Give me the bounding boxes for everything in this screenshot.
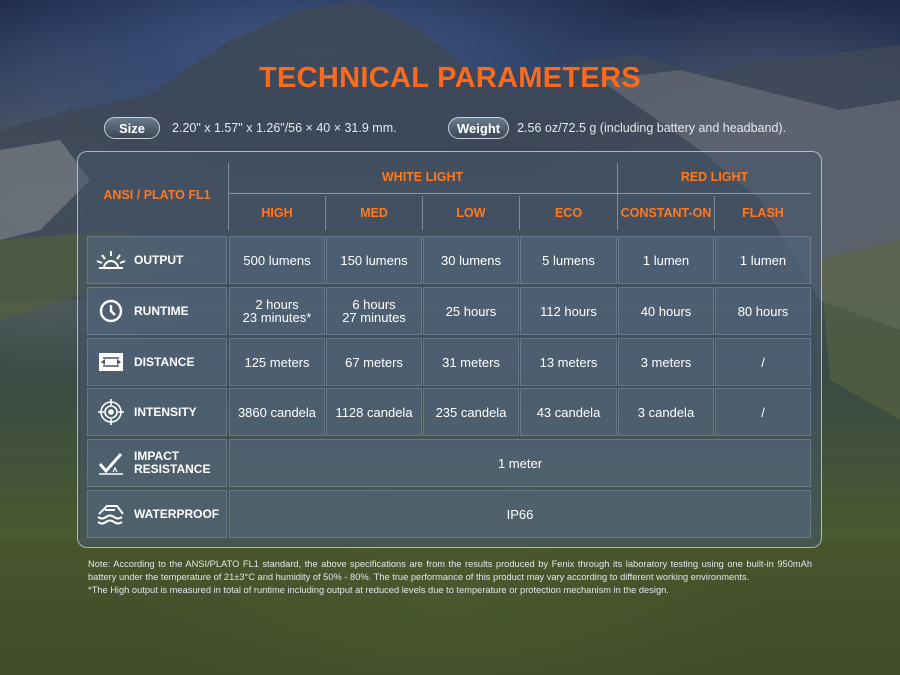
weight-badge: Weight xyxy=(448,117,509,139)
cell-distance-low: 31 meters xyxy=(423,338,519,386)
cell-distance-med: 67 meters xyxy=(326,338,422,386)
clock-icon xyxy=(96,296,126,326)
cell-output-med: 150 lumens xyxy=(326,236,422,284)
cell-impact-resistance: 1 meter xyxy=(229,439,811,487)
cell-runtime-eco: 112 hours xyxy=(520,287,617,335)
footnote xyxy=(88,558,812,598)
weight-spec xyxy=(448,117,786,139)
row-label-output: OUTPUT xyxy=(87,236,227,284)
row-label-runtime: RUNTIME xyxy=(87,287,227,335)
table-corner-label: ANSI / PLATO FL1 xyxy=(103,188,211,202)
cell-output-eco: 5 lumens xyxy=(520,236,617,284)
target-icon xyxy=(96,397,126,427)
mode-med: MED xyxy=(360,206,388,220)
cell-distance-eco: 13 meters xyxy=(520,338,617,386)
size-badge: Size xyxy=(104,117,160,139)
cell-runtime-constant-on: 40 hours xyxy=(618,287,714,335)
sunburst-icon xyxy=(96,245,126,275)
distance-icon xyxy=(96,347,126,377)
cell-runtime-flash: 80 hours xyxy=(715,287,811,335)
cell-intensity-constant-on: 3 candela xyxy=(618,388,714,436)
water-icon xyxy=(96,499,126,529)
row-label-distance: DISTANCE xyxy=(87,338,227,386)
cell-output-low: 30 lumens xyxy=(423,236,519,284)
cell-waterproof: IP66 xyxy=(229,490,811,538)
mode-eco: ECO xyxy=(554,206,583,220)
cell-runtime-high: 2 hours 23 minutes* xyxy=(229,287,325,335)
cell-intensity-med: 1128 candela xyxy=(326,388,422,436)
mode-constant-on: CONSTANT-ON xyxy=(620,206,712,220)
weight-value: 2.56 oz/72.5 g (including battery and headband). xyxy=(517,121,787,135)
cell-intensity-flash: / xyxy=(715,388,811,436)
row-label-impact: IMPACT RESISTANCE xyxy=(87,439,227,487)
mode-low: LOW xyxy=(456,206,486,220)
cell-intensity-low: 235 candela xyxy=(423,388,519,436)
row-label-waterproof: WATERPROOF xyxy=(87,490,227,538)
cell-intensity-eco: 43 candela xyxy=(520,388,617,436)
size-spec xyxy=(104,117,397,139)
cell-distance-flash: / xyxy=(715,338,811,386)
cell-runtime-low: 25 hours xyxy=(423,287,519,335)
cell-intensity-high: 3860 candela xyxy=(229,388,325,436)
cell-distance-high: 125 meters xyxy=(229,338,325,386)
note-asterisk: *The High output is measured in total of runtime including output at reduced levels due to temperature or protection mechanism in the design. xyxy=(88,585,669,595)
size-value: 2.20" x 1.57" x 1.26"/56 × 40 × 31.9 mm. xyxy=(172,121,397,135)
impact-check-icon xyxy=(96,448,126,478)
row-label-intensity: INTENSITY xyxy=(87,388,227,436)
white-light-header: WHITE LIGHT xyxy=(381,170,464,184)
note-text: Note: According to the ANSI/PLATO FL1 standard, the above specifications are from the results produced by Fenix through its laboratory testing using one built-in 950mAh battery under the temperature of 21±3°C and humidity of 50% - 80%. The true performance of this product may vary according to different working environments. xyxy=(88,559,812,582)
cell-runtime-med: 6 hours 27 minutes xyxy=(326,287,422,335)
cell-output-flash: 1 lumen xyxy=(715,236,811,284)
cell-output-high: 500 lumens xyxy=(229,236,325,284)
red-light-header: RED LIGHT xyxy=(680,170,749,184)
page-title: TECHNICAL PARAMETERS xyxy=(259,62,641,94)
mode-flash: FLASH xyxy=(742,206,784,220)
mode-high: HIGH xyxy=(261,206,293,220)
cell-distance-constant-on: 3 meters xyxy=(618,338,714,386)
cell-output-constant-on: 1 lumen xyxy=(618,236,714,284)
